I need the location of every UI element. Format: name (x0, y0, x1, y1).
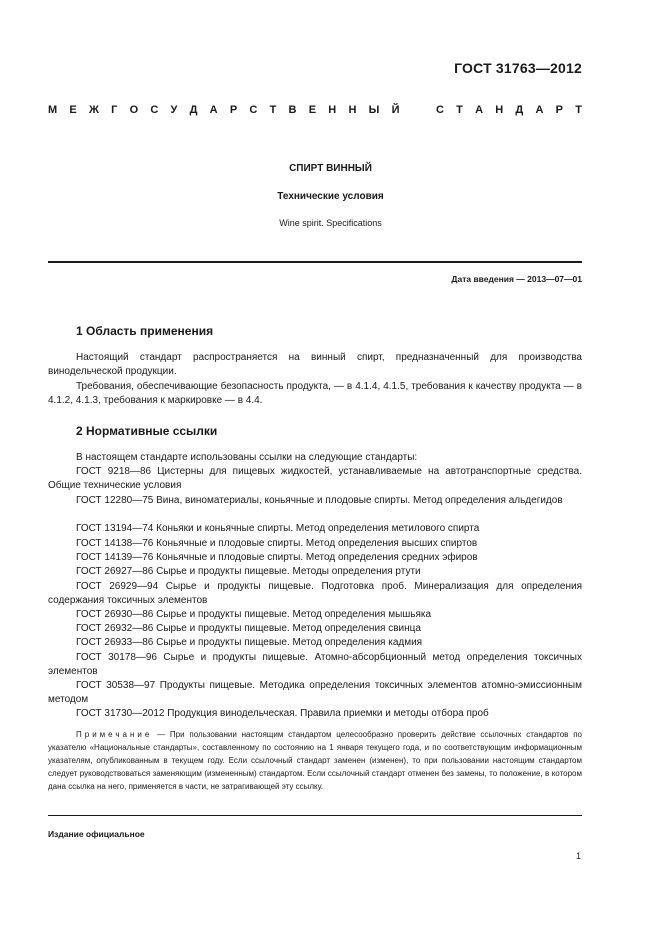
reference-item: ГОСТ 30538—97 Продукты пищевые. Методика определения токсичных элементов атомно-эмиссионным методом (48, 680, 582, 705)
reference-item: ГОСТ 26927—86 Сырье и продукты пищевые. Методы определения ртути (76, 566, 421, 577)
interstate-letter: С (435, 104, 444, 116)
section-1-paragraph-2: Требования, обеспечивающие безопасность продукта, — в 4.1.4, 4.1.5, требования к качеству продукта — в 4.1.2, 4.1.3, требования к маркировке — в 4.4. (48, 381, 582, 406)
interstate-letter: С (150, 104, 159, 116)
document-title: СПИРТ ВИННЫЙ (289, 163, 372, 174)
interstate-letter: А (209, 104, 218, 116)
interstate-letter: А (535, 104, 544, 116)
section-1-heading: 1 Область применения (76, 324, 214, 338)
reference-item: ГОСТ 30178—96 Сырье и продукты пищевые. Атомно-абсорбционный метод определения токсичных элементов (48, 652, 582, 677)
introduction-date: Дата введения — 2013—07—01 (451, 274, 582, 284)
interstate-letter: Н (495, 104, 504, 116)
reference-item: ГОСТ 9218—86 Цистерны для пищевых жидкостей, устанавливаемые на автотранспортные средства. Общие технические условия (48, 466, 582, 491)
reference-note (48, 728, 582, 793)
interstate-standard-heading (48, 104, 582, 116)
reference-item: ГОСТ 26933—86 Сырье и продукты пищевые. Метод определения кадмия (76, 637, 423, 648)
reference-item: ГОСТ 14139—76 Коньячные и плодовые спирты. Метод определения средних эфиров (76, 552, 478, 563)
english-title: Wine spirit. Specifications (279, 218, 382, 228)
interstate-letter: С (249, 104, 258, 116)
document-subtitle: Технические условия (277, 191, 384, 202)
interstate-letter: Т (575, 104, 582, 116)
header-divider (48, 261, 582, 263)
reference-item: ГОСТ 26930—86 Сырье и продукты пищевые. Метод определения мышьяка (76, 609, 432, 620)
reference-item: ГОСТ 12280—75 Вина, виноматериалы, коньячные и плодовые спирты. Метод определения альдегидов (76, 495, 563, 506)
interstate-letter: У (170, 104, 178, 116)
reference-item: ГОСТ 26929—94 Сырье и продукты пищевые. Подготовка проб. Минерализация для определения содержания токсичных элементов (48, 581, 582, 606)
interstate-letter: Н (348, 104, 357, 116)
interstate-letter: Д (515, 104, 524, 116)
interstate-letter: Т (269, 104, 277, 116)
section-1-paragraph-1: Настоящий стандарт распространяется на винный спирт, предназначенный для производства винодельческой продукции. (48, 352, 582, 377)
reference-item: ГОСТ 26932—86 Сырье и продукты пищевые. Метод определения свинца (76, 623, 421, 634)
interstate-letter: Ы (368, 104, 380, 116)
interstate-letter: О (129, 104, 139, 116)
interstate-letter: Г (111, 104, 118, 116)
interstate-letter: Н (328, 104, 337, 116)
reference-item: ГОСТ 31730—2012 Продукция винодельческая. Правила приемки и методы отбора проб (76, 708, 489, 719)
interstate-letter: Е (308, 104, 317, 116)
interstate-letter: Ж (88, 104, 99, 116)
footer-divider (48, 815, 582, 816)
reference-item: ГОСТ 13194—74 Коньяки и коньячные спирты. Метод определения метилового спирта (76, 523, 480, 534)
interstate-letter: Д (189, 104, 198, 116)
interstate-letter: Е (69, 104, 77, 116)
interstate-letter: Р (229, 104, 238, 116)
interstate-letter: А (475, 104, 484, 116)
interstate-letter: М (48, 104, 58, 116)
interstate-letter: Т (456, 104, 463, 116)
interstate-letter: Й (391, 104, 400, 116)
reference-item: ГОСТ 14138—76 Коньячные и плодовые спирты. Метод определения высших спиртов (76, 538, 478, 549)
edition-label: Издание официальное (48, 829, 145, 839)
section-2-heading: 2 Нормативные ссылки (76, 424, 218, 438)
note-text: — При пользовании настоящим стандартом целесообразно проверить действие ссылочных стандартов по указателю «Национальные стандарты», составленному по состоянию на 1 января текущего года, и по соответствующим информационным указателям, опубликованным в текущем году. Если ссылочный стандарт заменен (изменен), то при пользовании настоящим стандартом следует руководствоваться заменяющим (измененным) стандартом. Если ссылочный стандарт отменен без замены, то положение, в котором дана ссылка на него, применяется в части, не затрагивающей эту ссылку. (48, 730, 582, 791)
note-label: Примечание (76, 730, 153, 739)
interstate-letter: Р (555, 104, 563, 116)
interstate-word-gap (412, 104, 424, 116)
gost-number: ГОСТ 31763—2012 (454, 60, 582, 76)
interstate-letter: В (288, 104, 297, 116)
section-2-intro: В настоящем стандарте использованы ссылки на следующие стандарты: (76, 452, 418, 463)
page-number: 1 (575, 851, 581, 861)
